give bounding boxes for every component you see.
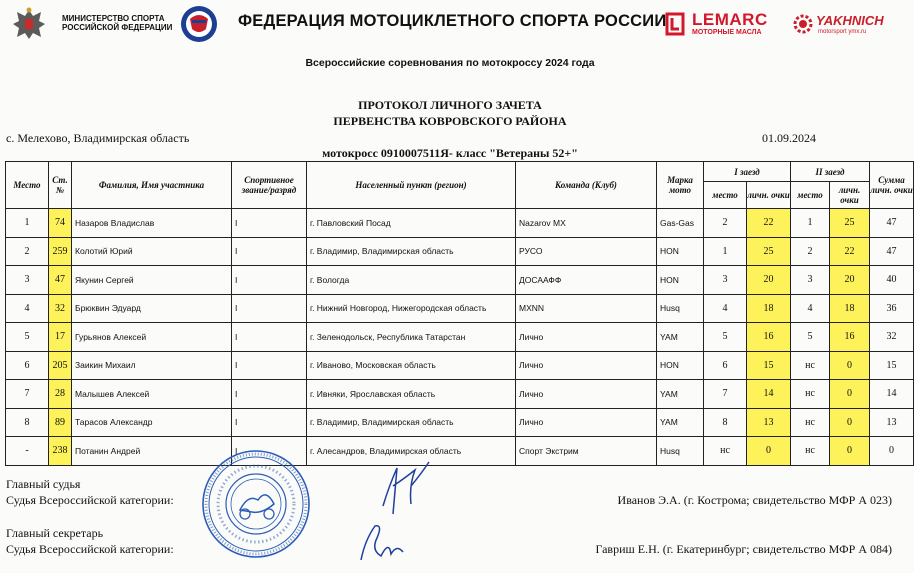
cell-race1-pos: 8 [704,408,747,437]
cell-name: Колотий Юрий [72,237,232,266]
sponsor-lemarc: LEMARC МОТОРНЫЕ МАСЛА [664,10,782,40]
event-date: 01.09.2024 [762,131,816,145]
cell-race1-pos: 5 [704,323,747,352]
class-title: мотокросс 0910007511Я- класс "Ветераны 52+" [322,146,578,160]
cell-rank: I [232,380,307,409]
sponsor-yakhnich: YAKHNICH motorsport ymx.ru [792,12,892,42]
yakhnich-gear-icon [792,13,814,35]
cell-race2-pos: 2 [791,237,830,266]
cell-city: г. Нижний Новгород, Нижегородская область [307,294,516,323]
table-row [6,237,914,266]
cell-start-no: 17 [49,323,72,352]
cell-city: г. Зеленодольск, Республика Татарстан [307,323,516,352]
cell-rank: I [232,294,307,323]
cell-team: Лично [516,351,657,380]
cell-race1-pts: 0 [747,437,791,466]
cell-start-no: 238 [49,437,72,466]
cell-race2-pts: 0 [830,351,870,380]
cell-name: Якунин Сергей [72,266,232,295]
cell-place: 7 [6,380,49,409]
cell-race2-pts: 18 [830,294,870,323]
cell-race1-pos: 7 [704,380,747,409]
cell-race2-pts: 22 [830,237,870,266]
col-race2: II заезд [791,162,870,182]
cell-rank: I [232,323,307,352]
cell-start-no: 74 [49,209,72,238]
cell-make: YAM [657,408,704,437]
cell-sum: 14 [870,380,914,409]
cell-name: Заикин Михаил [72,351,232,380]
cell-race1-pts: 25 [747,237,791,266]
col-race2-pts: личн. очки [830,182,870,209]
cell-race2-pos: 4 [791,294,830,323]
cell-team: Спорт Экстрим [516,437,657,466]
cell-name: Назаров Владислав [72,209,232,238]
cell-make: HON [657,351,704,380]
secretary-title: Главный секретарь [6,526,104,540]
cell-rank: I [232,209,307,238]
cell-team: Nazarov MX [516,209,657,238]
col-city: Населенный пункт (регион) [307,162,516,209]
cell-race2-pts: 0 [830,408,870,437]
cell-race1-pos: 6 [704,351,747,380]
cell-sum: 15 [870,351,914,380]
cell-race1-pos: нс [704,437,747,466]
cell-city: г. Иваново, Московская область [307,351,516,380]
cell-race2-pos: нс [791,408,830,437]
cell-city: г. Ивняки, Ярославская область [307,380,516,409]
cell-name: Малышев Алексей [72,380,232,409]
table-row [6,323,914,352]
cell-team: РУСО [516,237,657,266]
table-row [6,437,914,466]
secretary-category: Судья Всероссийской категории: [6,542,174,556]
cell-team: ДОСААФФ [516,266,657,295]
cell-start-no: 89 [49,408,72,437]
lemarc-logo-icon [664,11,686,37]
judge-title: Главный судья [6,477,81,491]
federation-title: ФЕДЕРАЦИЯ МОТОЦИКЛЕТНОГО СПОРТА РОССИИ [238,12,667,30]
cell-sum: 47 [870,209,914,238]
col-race1: I заезд [704,162,791,182]
cell-city: г. Владимир, Владимирская область [307,237,516,266]
cell-place: 1 [6,209,49,238]
cell-race2-pos: 1 [791,209,830,238]
col-place: Место [6,162,49,209]
cell-make: Husq [657,294,704,323]
cell-team: Лично [516,323,657,352]
federation-logo-icon [180,5,218,43]
table-row [6,294,914,323]
cell-start-no: 28 [49,380,72,409]
cell-make: Husq [657,437,704,466]
table-row [6,209,914,238]
page-header [0,0,900,48]
judge-category: Судья Всероссийской категории: [6,493,174,507]
cell-make: HON [657,237,704,266]
cell-team: Лично [516,380,657,409]
secretary-name: Гавриш Е.Н. (г. Екатеринбург; свидетельство МФР А 084) [595,542,892,556]
col-sum: Сумма личн. очки [870,162,914,209]
cell-sum: 47 [870,237,914,266]
cell-sum: 13 [870,408,914,437]
col-race1-pts: личн. очки [747,182,791,209]
col-rank: Спортивное звание/разряд [232,162,307,209]
cell-race1-pos: 4 [704,294,747,323]
cell-name: Брюквин Эдуард [72,294,232,323]
cell-race1-pts: 13 [747,408,791,437]
venue: с. Мелехово, Владимирская область [6,131,190,145]
cell-place: 2 [6,237,49,266]
cell-make: YAM [657,380,704,409]
cell-race1-pos: 2 [704,209,747,238]
col-team: Команда (Клуб) [516,162,657,209]
protocol-subtitle: ПЕРВЕНСТВА КОВРОВСКОГО РАЙОНА [333,114,567,128]
cell-race1-pts: 15 [747,351,791,380]
cell-rank: I [232,351,307,380]
results-table [5,161,914,466]
cell-race1-pts: 22 [747,209,791,238]
cell-start-no: 47 [49,266,72,295]
cell-city: г. Алесандров, Владимирская область [307,437,516,466]
cell-race2-pos: 5 [791,323,830,352]
cell-make: HON [657,266,704,295]
cell-name: Потанин Андрей [72,437,232,466]
cell-race2-pos: 3 [791,266,830,295]
col-race2-pos: место [791,182,830,209]
cell-city: г. Павловский Посад [307,209,516,238]
cell-race2-pos: нс [791,380,830,409]
cell-race1-pos: 3 [704,266,747,295]
cell-start-no: 205 [49,351,72,380]
ministry-emblem-icon [10,6,48,42]
cell-race1-pts: 16 [747,323,791,352]
cell-rank: I [232,266,307,295]
cell-race2-pos: нс [791,351,830,380]
cell-race1-pts: 20 [747,266,791,295]
cell-sum: 32 [870,323,914,352]
cell-team: MXNN [516,294,657,323]
cell-city: г. Вологда [307,266,516,295]
cell-place: - [6,437,49,466]
cell-name: Тарасов Александр [72,408,232,437]
cell-race1-pos: 1 [704,237,747,266]
table-row [6,266,914,295]
cell-race2-pos: нс [791,437,830,466]
ministry-name: МИНИСТЕРСТВО СПОРТА РОССИЙСКОЙ ФЕДЕРАЦИИ [62,14,173,32]
col-race1-pos: место [704,182,747,209]
cell-sum: 40 [870,266,914,295]
cell-race2-pts: 16 [830,323,870,352]
cell-race2-pts: 20 [830,266,870,295]
table-row [6,408,914,437]
cell-race1-pts: 18 [747,294,791,323]
federation-stamp-icon [200,448,312,560]
cell-place: 3 [6,266,49,295]
cell-race1-pts: 14 [747,380,791,409]
cell-race2-pts: 0 [830,380,870,409]
cell-rank: I [232,237,307,266]
cell-place: 5 [6,323,49,352]
cell-name: Гурьянов Алексей [72,323,232,352]
col-start-no: Ст. № [49,162,72,209]
cell-place: 4 [6,294,49,323]
cell-team: Лично [516,408,657,437]
protocol-title: ПРОТОКОЛ ЛИЧНОГО ЗАЧЕТА [358,98,542,112]
col-make: Марка мото [657,162,704,209]
cell-rank: I [232,408,307,437]
table-row [6,380,914,409]
col-name: Фамилия, Имя участника [72,162,232,209]
cell-make: YAM [657,323,704,352]
cell-start-no: 259 [49,237,72,266]
cell-place: 6 [6,351,49,380]
cell-make: Gas-Gas [657,209,704,238]
secretary-signature-icon [355,516,410,568]
cell-race2-pts: 0 [830,437,870,466]
cell-race2-pts: 25 [830,209,870,238]
judge-name: Иванов Э.А. (г. Кострома; свидетельство МФР А 023) [617,493,892,507]
cell-sum: 36 [870,294,914,323]
table-row [6,351,914,380]
cell-city: г. Владимир, Владимирская область [307,408,516,437]
cell-place: 8 [6,408,49,437]
judge-signature-icon [375,456,435,518]
event-title: Всероссийские соревнования по мотокроссу 2024 года [305,57,595,69]
cell-sum: 0 [870,437,914,466]
cell-rank: I [232,437,307,466]
cell-start-no: 32 [49,294,72,323]
